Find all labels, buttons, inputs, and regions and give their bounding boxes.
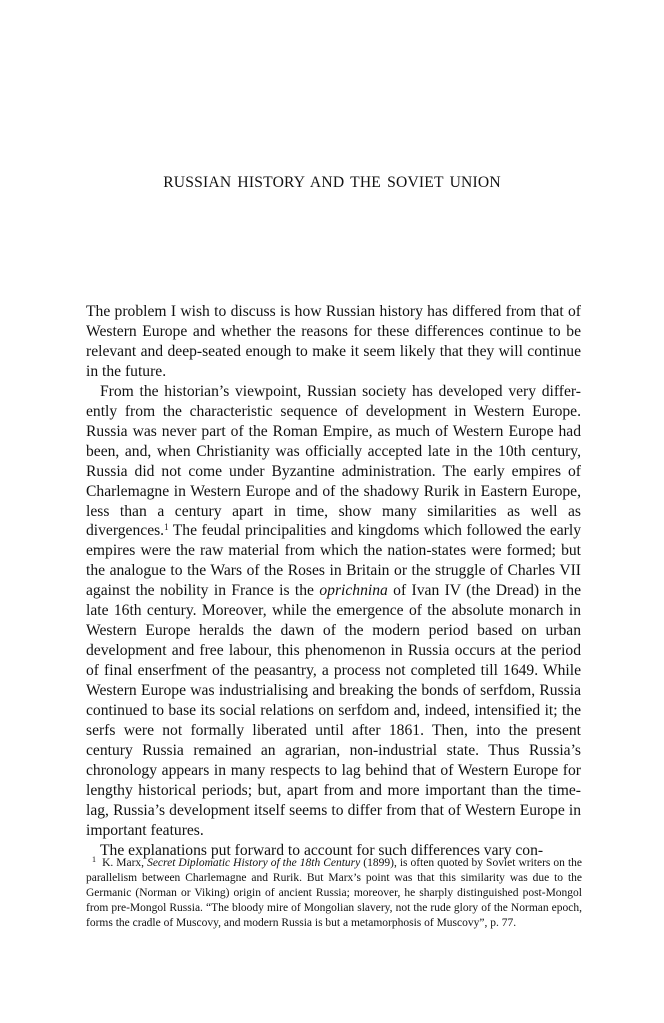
footnote-text: (1899), is often quoted by Soviet writers on the parallelism between Charlemagne and Rurik. But Marx’s point was that this similarity was due to the Germanic (Norman or Viking) origin of ancient Russia; moreover, he sharply distinguished post-Mongol from pre-Mongol Russia. “The bloody mire of Mongolian slavery, not the rude glory of the Norman epoch, forms the cradle of Muscovy, and modern Russia is but a metamorphosis of Muscovy”, p. 77. — [86, 857, 582, 930]
italic-term: oprichnina — [319, 582, 388, 600]
paragraph-2-part-1: From the historian’s viewpoint, Russian society has developed very differ-ently from the characteristic sequence of development in Western Europe. Russia was never part of the Roman Empire, as much of Western Europe had been, and, when Christianity was officially accepted late in the 10th century, Russia did not come under Byzantine administration. The early empires of Charlemagne in Western Europe and of the shadowy Rurik in Eastern Europe, less than a century apart in time, show many similarities as well as divergences. — [86, 382, 581, 540]
paragraph-2-part-3: of Ivan IV (the Dread) in the late 16th century. Moreover, while the emergence of the absolute monarch in Western Europe heralds the dawn of the modern period based on urban development and free labour, this phenomenon in Russia occurs at the period of final enserfment of the peasantry, a process not completed till 1649. While Western Europe was industrialising and breaking the bonds of serfdom, Russia continued to base its social relations on serfdom and, indeed, intensified it; the serfs were not formally liberated until after 1861. Then, into the present century Russia remained an agrarian, non-industrial state. Thus Russia’s chronology appears in many respects to lag behind that of Western Europe for lengthy historical periods; but, apart from and more important than the time-lag, Russia’s development itself seems to differ from that of Western Europe in important features. — [86, 582, 581, 839]
body-text — [86, 302, 581, 861]
footnote-number: 1 — [92, 855, 96, 864]
paragraph-3: The explanations put forward to account for such differences vary con- — [100, 841, 544, 859]
paragraph-1: The problem I wish to discuss is how Russian history has differed from that of Western Europe and whether the reasons for these differences continue to be relevant and deep-seated enough to make it seem likely that they will continue in the future. — [86, 303, 581, 380]
footnote-reference[interactable]: 1 — [164, 522, 169, 533]
footnote-work-title: Secret Diplomatic History of the 18th Century — [147, 857, 361, 869]
footnote-author: K. Marx, — [102, 857, 148, 869]
paragraph-2-part-2: The feudal principalities and kingdoms which followed the early empires were the raw material from which the nation-states were formed; but the analogue to the Wars of the Roses in Britain or the struggle of Charles VII against the nobility in France is the — [86, 522, 581, 600]
page-title: RUSSIAN HISTORY AND THE SOVIET UNION — [163, 174, 501, 191]
footnote-1 — [86, 856, 582, 931]
footnotes — [86, 856, 582, 931]
paragraph-2 — [86, 382, 581, 841]
